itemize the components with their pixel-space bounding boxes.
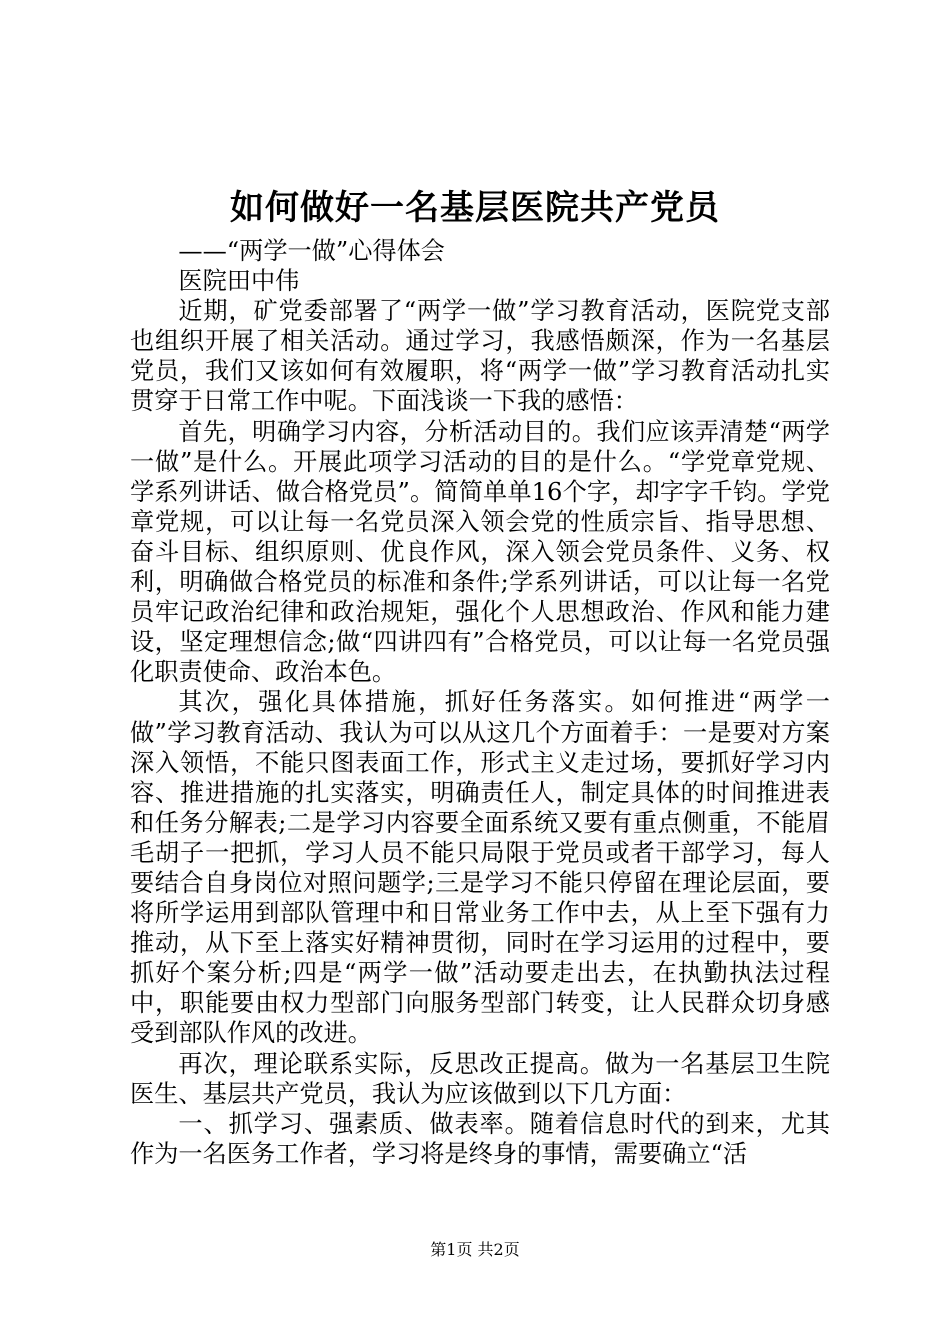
document-subtitle: ——“两学一做”心得体会 — [178, 237, 445, 265]
page-footer: 第1页 共2页 — [430, 1240, 520, 1259]
paragraph: 近期，矿党委部署了“两学一做”学习教育活动，医院党支部也组织开展了相关活动。通过学习，我感悟颇深，作为一名基层党员，我们又该如何有效履职，将“两学一做”学习教育活动扎实贯穿于日常工作中呢。下面浅谈一下我的感悟： — [130, 297, 830, 416]
paragraph: 首先，明确学习内容，分析活动目的。我们应该弄清楚“两学一做”是什么。开展此项学习活动的目的是什么。“学党章党规、学系列讲话、做合格党员”。简简单单16个字，却字字千钧。学党章党规，可以让每一名党员深入领会党的性质宗旨、指导思想、奋斗目标、组织原则、优良作风，深入领会党员条件、义务、权利，明确做合格党员的标准和条件;学系列讲话，可以让每一名党员牢记政治纪律和政治规矩，强化个人思想政治、作风和能力建设，坚定理想信念;做“四讲四有”合格党员，可以让每一名党员强化职责使命、政治本色。 — [130, 417, 830, 687]
paragraph: 再次，理论联系实际，反思改正提高。做为一名基层卫生院医生、基层共产党员，我认为应该做到以下几方面： — [130, 1049, 830, 1108]
document-author: 医院田中伟 — [178, 267, 300, 296]
document-body — [130, 236, 830, 1169]
paragraph: 其次，强化具体措施，抓好任务落实。如何推进“两学一做”学习教育活动、我认为可以从这几个方面着手：一是要对方案深入领悟，不能只图表面工作，形式主义走过场，要抓好学习内容、推进措施的扎实落实，明确责任人，制定具体的时间推进表和任务分解表;二是学习内容要全面系统又要有重点侧重，不能眉毛胡子一把抓，学习人员不能只局限于党员或者干部学习，每人要结合自身岗位对照问题学;三是学习不能只停留在理论层面，要将所学运用到部队管理中和日常业务工作中去，从上至下强有力推动，从下至上落实好精神贯彻，同时在学习运用的过程中，要抓好个案分析;四是“两学一做”活动要走出去，在执勤执法过程中，职能要由权力型部门向服务型部门转变，让人民群众切身感受到部队作风的改进。 — [130, 688, 830, 1048]
paragraph: 一、抓学习、强素质、做表率。随着信息时代的到来，尤其作为一名医务工作者，学习将是终身的事情，需要确立“活 — [130, 1109, 830, 1168]
document-title: 如何做好一名基层医院共产党员 — [230, 188, 720, 228]
